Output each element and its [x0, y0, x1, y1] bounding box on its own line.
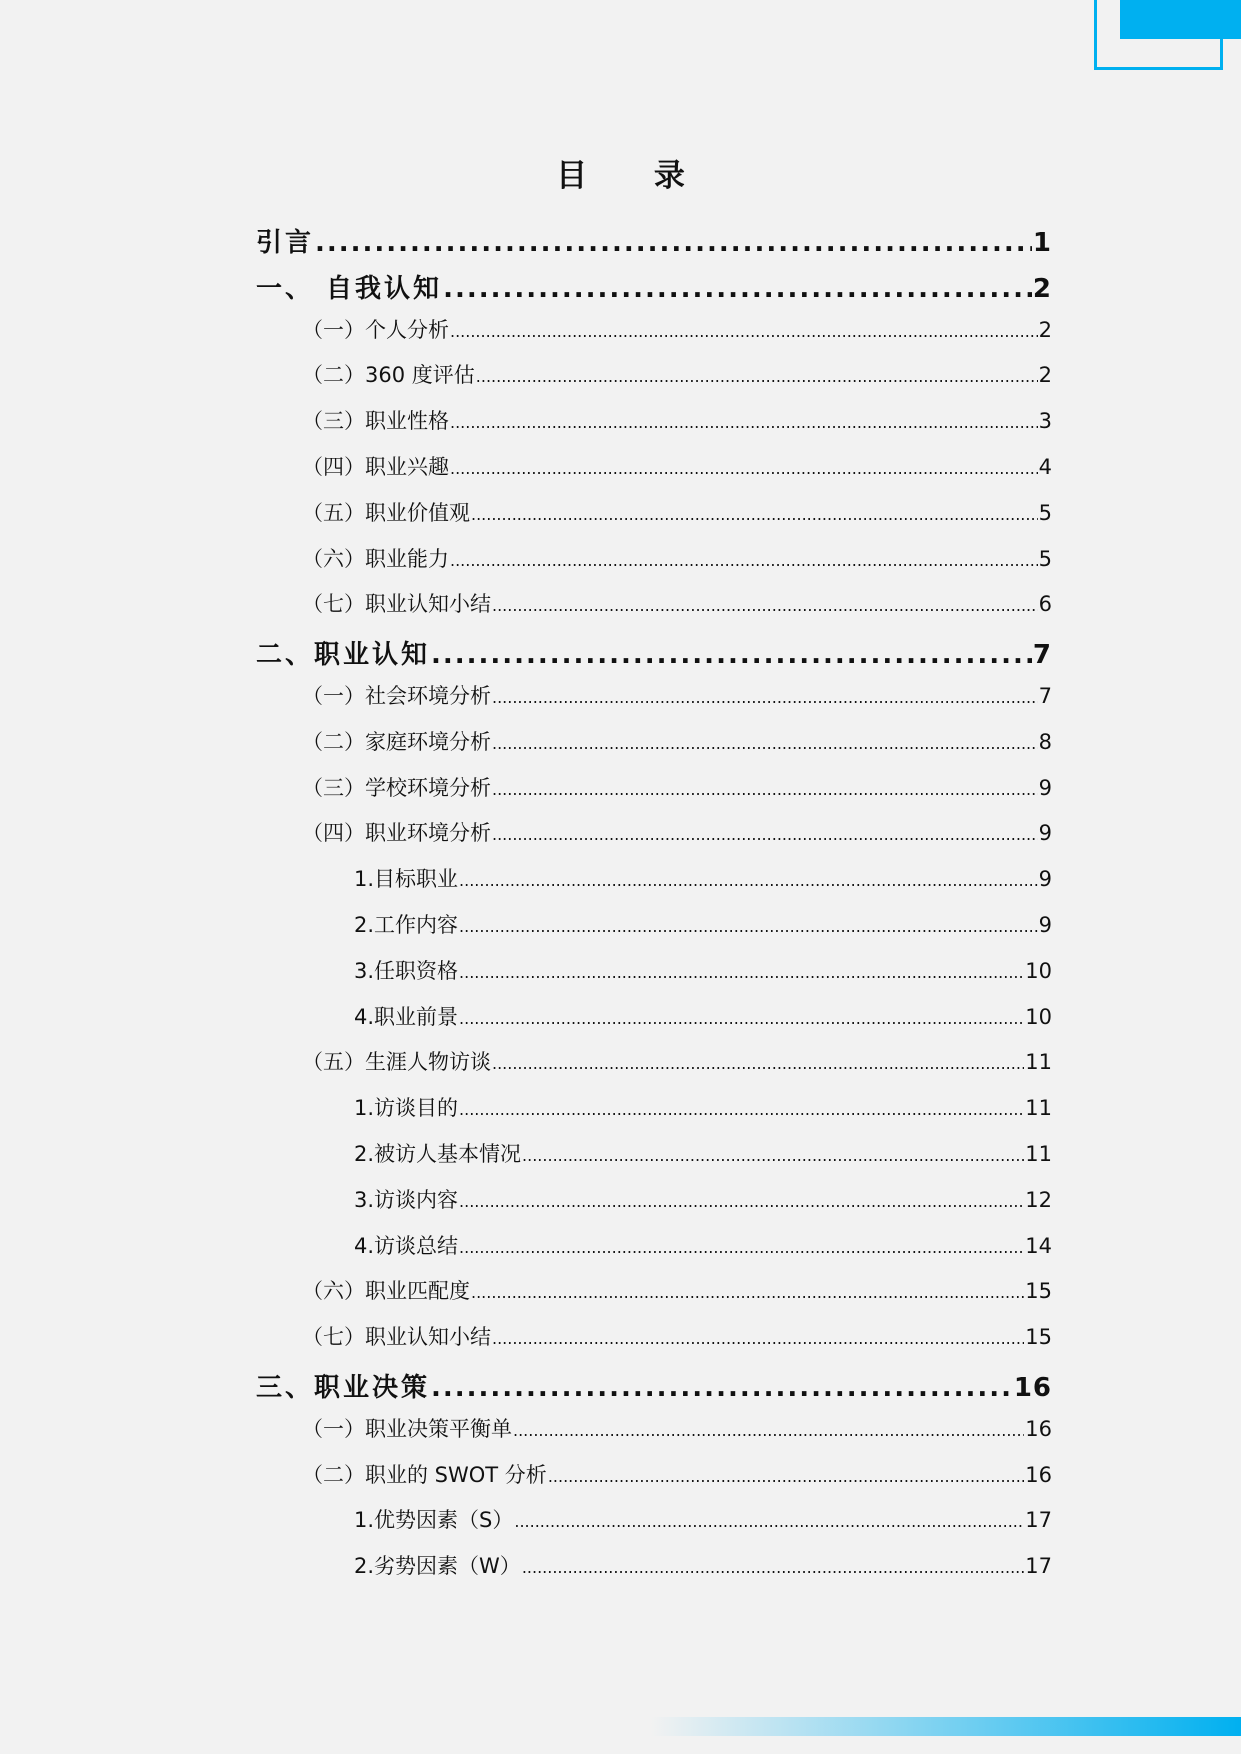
toc-entry[interactable]	[256, 817, 1052, 863]
toc-entry-page-number: 1	[1032, 228, 1052, 258]
toc-dot-leader	[459, 1192, 1024, 1211]
toc-entry-page-number: 10	[1025, 958, 1052, 983]
toc-entry[interactable]	[256, 1230, 1052, 1276]
bottom-gradient-bar	[650, 1717, 1241, 1736]
toc-entry-label: （六）职业匹配度	[302, 1279, 470, 1304]
toc-entry[interactable]	[256, 451, 1052, 497]
toc-entry[interactable]	[256, 314, 1052, 360]
toc-entry-page-number: 8	[1038, 729, 1052, 754]
toc-entry[interactable]	[256, 1184, 1052, 1230]
toc-dot-leader	[459, 1100, 1024, 1119]
toc-entry-page-number: 17	[1025, 1554, 1052, 1579]
toc-entry-label: （一）职业决策平衡单	[302, 1416, 512, 1441]
toc-entry-label: （三）职业性格	[302, 409, 449, 434]
toc-entry-label: （六）职业能力	[302, 546, 449, 571]
toc-entry-label: 2.被访人基本情况	[354, 1141, 522, 1166]
corner-fill-decoration	[1120, 0, 1241, 39]
toc-entry-page-number: 15	[1025, 1279, 1052, 1304]
page-title: 目 录	[556, 158, 713, 194]
toc-entry-label: 三、职业决策	[256, 1372, 431, 1403]
toc-entry[interactable]	[256, 680, 1052, 726]
toc-entry-label: （二）职业的 SWOT 分析	[302, 1462, 547, 1487]
toc-entry[interactable]	[256, 1367, 1052, 1413]
toc-entry[interactable]	[256, 772, 1052, 818]
toc-dot-leader	[443, 274, 1032, 304]
toc-entry[interactable]	[256, 543, 1052, 589]
toc-entry-label: （二）360 度评估	[302, 363, 475, 388]
toc-entry[interactable]	[256, 588, 1052, 634]
toc-dot-leader	[492, 825, 1038, 844]
toc-dot-leader	[492, 688, 1038, 707]
toc-entry-label: 1.优势因素（S）	[354, 1508, 514, 1533]
toc-entry-page-number: 7	[1038, 683, 1052, 708]
toc-entry-page-number: 11	[1025, 1141, 1052, 1166]
toc-entry-label: （七）职业认知小结	[302, 592, 491, 617]
toc-entry-page-number: 9	[1038, 867, 1052, 892]
toc-entry-page-number: 11	[1025, 1050, 1052, 1075]
toc-entry-page-number: 15	[1025, 1325, 1052, 1350]
toc-entry-page-number: 9	[1038, 775, 1052, 800]
toc-dot-leader	[471, 505, 1038, 524]
toc-entry[interactable]	[256, 955, 1052, 1001]
toc-entry-page-number: 9	[1038, 821, 1052, 846]
toc-entry-label: 二、职业认知	[256, 640, 431, 671]
toc-dot-leader	[431, 1373, 1013, 1403]
toc-entry-label: （一）个人分析	[302, 317, 449, 342]
toc-dot-leader	[471, 1283, 1024, 1302]
toc-entry[interactable]	[256, 1459, 1052, 1505]
toc-dot-leader	[513, 1421, 1024, 1440]
toc-entry-label: 一、 自我认知	[256, 273, 443, 304]
toc-dot-leader	[459, 963, 1024, 982]
toc-entry[interactable]	[256, 1321, 1052, 1367]
toc-dot-leader	[492, 596, 1038, 615]
toc-entry-label: 1.目标职业	[354, 867, 459, 892]
toc-entry-page-number: 9	[1038, 912, 1052, 937]
toc-dot-leader	[492, 1054, 1024, 1073]
toc-dot-leader	[492, 734, 1038, 753]
toc-entry-label: （四）职业环境分析	[302, 821, 491, 846]
toc-entry-page-number: 16	[1013, 1372, 1052, 1403]
toc-entry[interactable]	[256, 634, 1052, 680]
toc-entry-page-number: 7	[1032, 640, 1052, 671]
toc-entry[interactable]	[256, 1001, 1052, 1047]
toc-entry-page-number: 5	[1038, 546, 1052, 571]
toc-entry-page-number: 16	[1025, 1416, 1052, 1441]
toc-entry[interactable]	[256, 1092, 1052, 1138]
toc-dot-leader	[450, 459, 1038, 478]
toc-entry[interactable]	[256, 268, 1052, 314]
toc-entry[interactable]	[256, 1275, 1052, 1321]
toc-entry-label: 2.劣势因素（W）	[354, 1554, 521, 1579]
toc-dot-leader	[459, 1238, 1024, 1257]
toc-dot-leader	[522, 1558, 1024, 1577]
toc-entry-page-number: 10	[1025, 1004, 1052, 1029]
toc-entry-page-number: 16	[1025, 1462, 1052, 1487]
toc-dot-leader	[450, 551, 1038, 570]
toc-dot-leader	[514, 1512, 1024, 1531]
toc-entry-page-number: 11	[1025, 1096, 1052, 1121]
toc-entry-page-number: 6	[1038, 592, 1052, 617]
toc-entry[interactable]	[256, 1138, 1052, 1184]
toc-entry-page-number: 2	[1032, 273, 1052, 304]
toc-entry[interactable]	[256, 1413, 1052, 1459]
toc-entry[interactable]	[256, 497, 1052, 543]
toc-entry-label: 4.访谈总结	[354, 1233, 459, 1258]
toc-dot-leader	[450, 322, 1038, 341]
toc-entry-label: （一）社会环境分析	[302, 683, 491, 708]
toc-dot-leader	[522, 1146, 1024, 1165]
toc-dot-leader	[315, 228, 1032, 258]
toc-entry[interactable]	[256, 359, 1052, 405]
toc-entry-page-number: 5	[1038, 500, 1052, 525]
toc-entry-label: 2.工作内容	[354, 912, 459, 937]
toc-entry-page-number: 3	[1038, 409, 1052, 434]
toc-entry-page-number: 14	[1025, 1233, 1052, 1258]
toc-entry[interactable]	[256, 222, 1052, 268]
toc-entry-label: （五）职业价值观	[302, 500, 470, 525]
toc-entry[interactable]	[256, 405, 1052, 451]
toc-entry-page-number: 12	[1025, 1187, 1052, 1212]
toc-entry-page-number: 4	[1038, 454, 1052, 479]
toc-entry[interactable]	[256, 726, 1052, 772]
toc-entry-page-number: 2	[1038, 317, 1052, 342]
toc-entry-page-number: 17	[1025, 1508, 1052, 1533]
toc-dot-leader	[476, 367, 1038, 386]
toc-dot-leader	[431, 640, 1032, 670]
toc-entry-label: 3.任职资格	[354, 958, 459, 983]
toc-dot-leader	[492, 780, 1038, 799]
toc-dot-leader	[459, 1009, 1024, 1028]
toc-entry-label: （二）家庭环境分析	[302, 729, 491, 754]
toc-entry[interactable]	[256, 1046, 1052, 1092]
toc-dot-leader	[459, 871, 1038, 890]
toc-entry[interactable]	[256, 909, 1052, 955]
toc-dot-leader	[548, 1467, 1024, 1486]
toc-entry-label: （四）职业兴趣	[302, 454, 449, 479]
toc-entry[interactable]	[256, 1550, 1052, 1596]
table-of-contents	[256, 222, 1052, 1596]
toc-entry-page-number: 2	[1038, 363, 1052, 388]
toc-entry-label: 4.职业前景	[354, 1004, 459, 1029]
toc-entry-label: 引言	[256, 228, 315, 258]
toc-dot-leader	[492, 1329, 1024, 1348]
toc-entry-label: 3.访谈内容	[354, 1187, 459, 1212]
toc-entry-label: 1.访谈目的	[354, 1096, 459, 1121]
toc-entry-label: （三）学校环境分析	[302, 775, 491, 800]
toc-entry[interactable]	[256, 1504, 1052, 1550]
toc-entry-label: （七）职业认知小结	[302, 1325, 491, 1350]
toc-entry-label: （五）生涯人物访谈	[302, 1050, 491, 1075]
toc-dot-leader	[459, 917, 1038, 936]
toc-dot-leader	[450, 413, 1038, 432]
toc-entry[interactable]	[256, 863, 1052, 909]
